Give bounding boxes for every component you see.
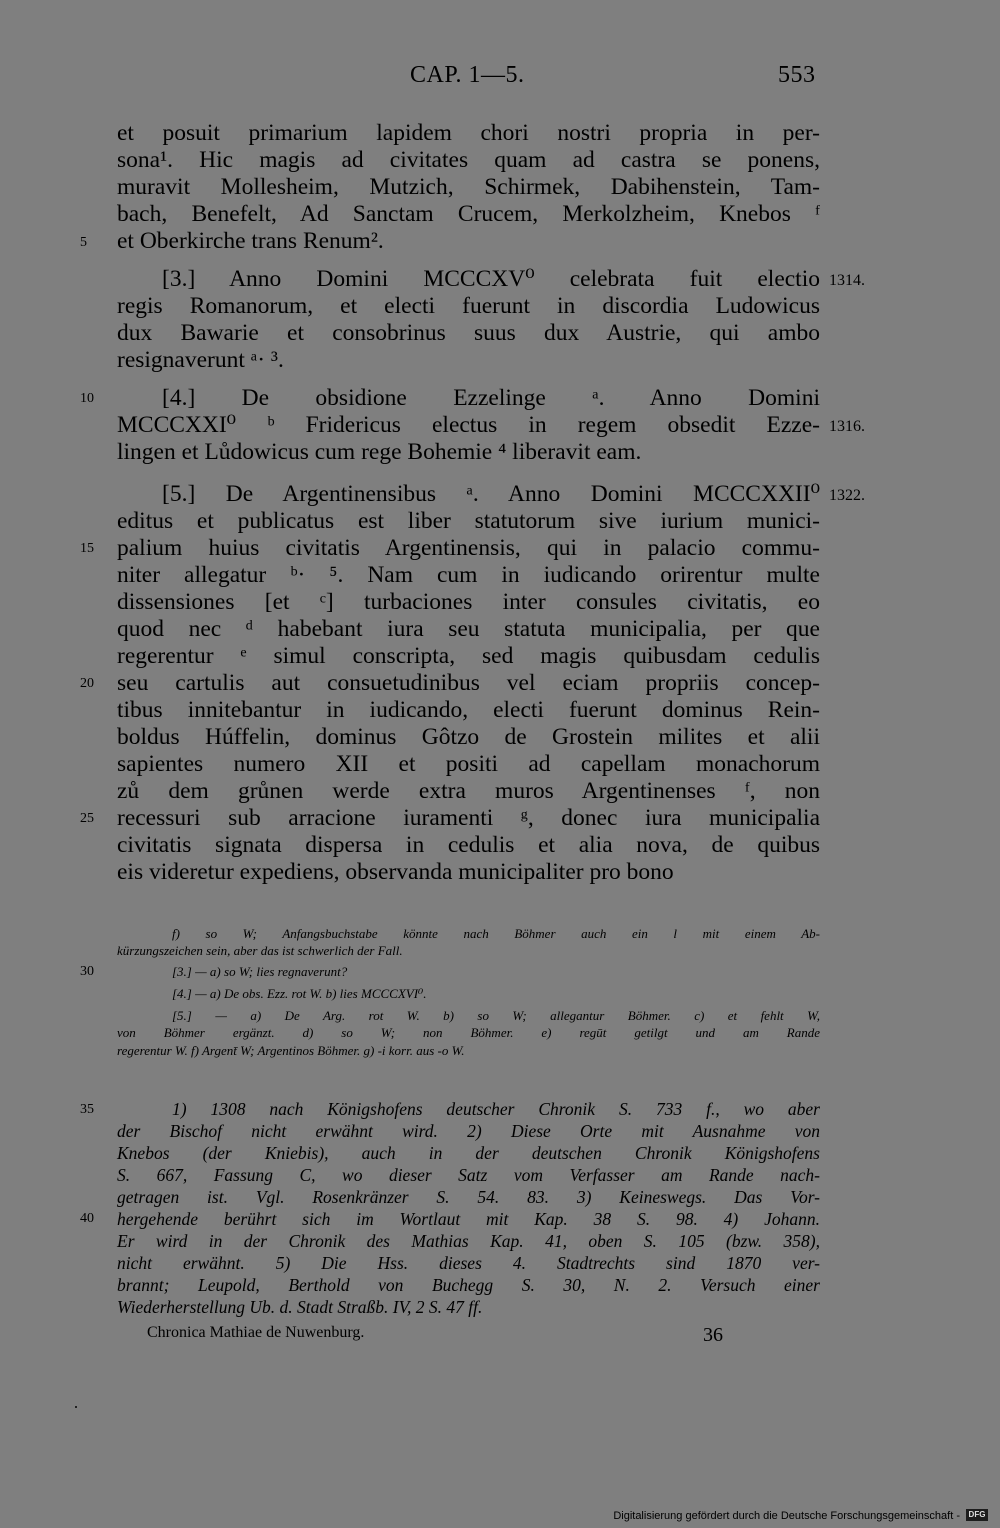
text-line: regerentur ᵉ simul conscripta, sed magis quibusdam cedulis bbox=[117, 643, 820, 669]
text-line: seu cartulis aut consuetudinibus vel eciam propriis concep- bbox=[117, 670, 820, 696]
signature-title: Chronica Mathiae de Nuwenburg. bbox=[147, 1324, 365, 1341]
text-line: boldus Húffelin, dominus Gôtzo de Grostein milites et alii bbox=[117, 724, 820, 750]
text-line: [4.] De obsidione Ezzelinge ᵃ. Anno Domini bbox=[162, 385, 820, 411]
note-line: Er wird in der Chronik des Mathias Kap. 41, oben S. 105 (bzw. 358), bbox=[117, 1231, 820, 1251]
dfg-logo: DFG bbox=[966, 1509, 988, 1521]
note-line: hergehende berührt sich im Wortlaut mit Kap. 38 S. 98. 4) Johann. bbox=[117, 1209, 820, 1229]
text-line: lingen et Lůdowicus cum rege Bohemie ⁴ liberavit eam. bbox=[117, 439, 642, 465]
note-line: Knebos (der Kniebis), auch in der deutschen Chronik Königshofens bbox=[117, 1143, 820, 1163]
scan-speck bbox=[75, 1406, 77, 1408]
margin-year: 1322. bbox=[829, 487, 865, 504]
signature-number: 36 bbox=[703, 1324, 723, 1346]
text-line: niter allegatur ᵇ· ⁵. Nam cum in iudicando orirentur multe bbox=[117, 562, 820, 588]
text-line: editus et publicatus est liber statutorum sive iurium munici- bbox=[117, 508, 820, 534]
text-line: muravit Mollesheim, Mutzich, Schirmek, Dabihenstein, Tam- bbox=[117, 174, 820, 200]
text-line: sona¹. Hic magis ad civitates quam ad castra se ponens, bbox=[117, 147, 820, 173]
text-line: dissensiones [et ᶜ] turbaciones inter consules civitatis, eo bbox=[117, 589, 820, 615]
line-number: 20 bbox=[80, 676, 94, 691]
apparatus-line: regerentur W. f) Argent̄ W; Argentinos Böhmer. g) -i korr. aus -o W. bbox=[117, 1043, 465, 1058]
text-line: recessuri sub arracione iuramenti ᵍ, donec iura municipalia bbox=[117, 805, 820, 831]
note-line: nicht erwähnt. 5) Die Hss. dieses 4. Stadtrechts sind 1870 ver- bbox=[117, 1253, 820, 1273]
apparatus-line: kürzungszeichen sein, aber das ist schwerlich der Fall. bbox=[117, 943, 403, 958]
text-line: regis Romanorum, et electi fuerunt in discordia Ludowicus bbox=[117, 293, 820, 319]
text-line: [5.] De Argentinensibus ᵃ. Anno Domini MCCCXXII⁰ bbox=[162, 481, 820, 507]
apparatus-line: [3.] — a) so W; lies regnaverunt? bbox=[172, 964, 348, 979]
line-number: 35 bbox=[80, 1102, 94, 1117]
line-number: 5 bbox=[80, 235, 87, 250]
text-line: zů dem grůnen werde extra muros Argentinenses ᶠ, non bbox=[117, 778, 820, 804]
text-line: tibus innitebantur in iudicando, electi fuerunt dominus Rein- bbox=[117, 697, 820, 723]
margin-year: 1316. bbox=[829, 418, 865, 435]
page-number: 553 bbox=[778, 62, 816, 88]
text-line: eis videretur expediens, observanda municipaliter pro bono bbox=[117, 859, 674, 885]
apparatus-line: von Böhmer ergänzt. d) so W; non Böhmer. e) regūt getilgt und am Rande bbox=[117, 1025, 820, 1040]
text-line: et posuit primarium lapidem chori nostri propria in per- bbox=[117, 120, 820, 146]
line-number: 10 bbox=[80, 391, 94, 406]
margin-year: 1314. bbox=[829, 272, 865, 289]
apparatus-line: [4.] — a) De obs. Ezz. rot W. b) lies MCCCXVI⁰. bbox=[172, 986, 427, 1001]
note-line: der Bischof nicht erwähnt wird. 2) Diese Orte mit Ausnahme von bbox=[117, 1121, 820, 1141]
text-line: MCCCXXI⁰ ᵇ Fridericus electus in regem obsedit Ezze- bbox=[117, 412, 820, 438]
text-line: palium huius civitatis Argentinensis, qui in palacio commu- bbox=[117, 535, 820, 561]
text-line: dux Bawarie et consobrinus suus dux Austrie, qui ambo bbox=[117, 320, 820, 346]
text-line: sapientes numero XII et positi ad capellam monachorum bbox=[117, 751, 820, 777]
apparatus-line: [5.] — a) De Arg. rot W. b) so W; allegantur Böhmer. c) et fehlt W, bbox=[172, 1008, 820, 1023]
text-line: [3.] Anno Domini MCCCXV⁰ celebrata fuit electio bbox=[162, 266, 820, 292]
note-line: S. 667, Fassung C, wo dieser Satz vom Verfasser am Rande nach- bbox=[117, 1165, 820, 1185]
text-line: bach, Benefelt, Ad Sanctam Crucem, Merkolzheim, Knebos ᶠ bbox=[117, 201, 820, 227]
apparatus-line: f) so W; Anfangsbuchstabe könnte nach Böhmer auch ein l mit einem Ab- bbox=[172, 926, 820, 941]
note-line: 1) 1308 nach Königshofens deutscher Chronik S. 733 f., wo aber bbox=[172, 1099, 820, 1119]
line-number: 30 bbox=[80, 964, 94, 979]
note-line: Wiederherstellung Ub. d. Stadt Straßb. IV, 2 S. 47 ff. bbox=[117, 1297, 483, 1317]
line-number: 40 bbox=[80, 1211, 94, 1226]
text-line: resignaverunt ᵃ· ³. bbox=[117, 347, 284, 373]
line-number: 25 bbox=[80, 811, 94, 826]
line-number: 15 bbox=[80, 541, 94, 556]
text-line: et Oberkirche trans Renum². bbox=[117, 228, 384, 254]
running-head: CAP. 1—5. bbox=[410, 62, 525, 88]
text-line: quod nec ᵈ habebant iura seu statuta municipalia, per que bbox=[117, 616, 820, 642]
note-line: brannt; Leupold, Berthold von Buchegg S. 30, N. 2. Versuch einer bbox=[117, 1275, 820, 1295]
note-line: getragen ist. Vgl. Rosenkränzer S. 54. 83. 3) Keineswegs. Das Vor- bbox=[117, 1187, 820, 1207]
dfg-credit-text: Digitalisierung gefördert durch die Deutsche Forschungsgemeinschaft - bbox=[613, 1510, 960, 1522]
text-line: civitatis signata dispersa in cedulis et alia nova, de quibus bbox=[117, 832, 820, 858]
